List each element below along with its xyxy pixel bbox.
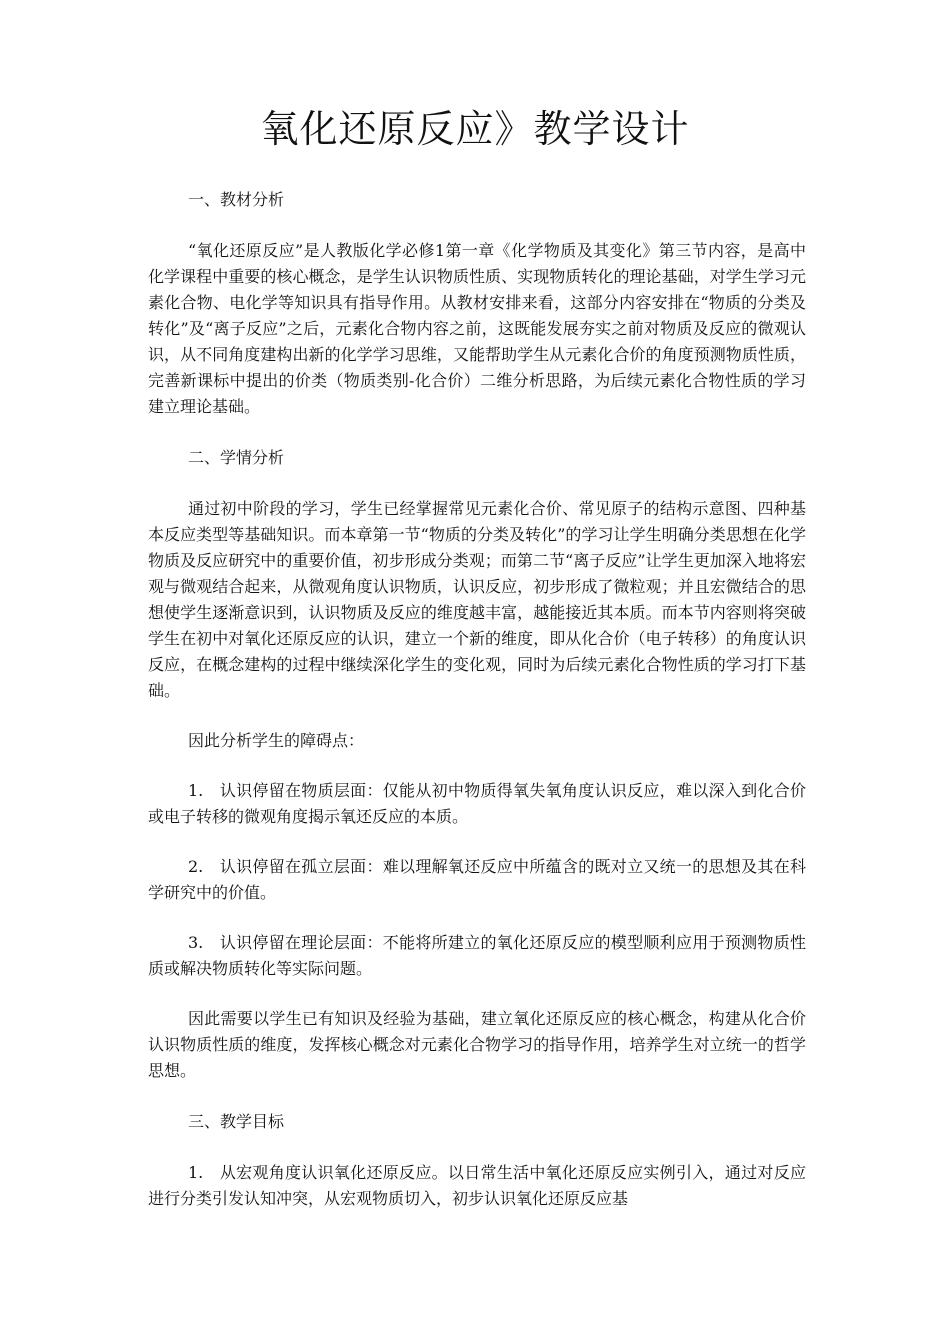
section-heading: 二、学情分析 (188, 448, 285, 467)
section-heading: 三、教学目标 (188, 1112, 285, 1131)
paragraph: “氧化还原反应”是人教版化学必修1第一章《化学物质及其变化》第三节内容，是高中化学课程中重要的核心概念，是学生认识物质性质、实现物质转化的理论基础，对学生学习元素化合物、电化学等知识具有指导作用。从教材安排来看，这部分内容安排在“物质的分类及转化”及“离子反应”之后，元素化合物内容之前，这既能发展夯实之前对物质及反应的微观认识，从不同角度建构出新的化学学习思维，又能帮助学生从元素化合价的角度预测物质性质，完善新课标中提出的价类（物质类别-化合价）二维分析思路，为后续元素化合物性质的学习建立理论基础。 (148, 241, 806, 416)
paragraph: 通过初中阶段的学习，学生已经掌握常见元素化合价、常见原子的结构示意图、四种基本反应类型等基础知识。而本章第一节“物质的分类及转化”的学习让学生明确分类思想在化学物质及反应研究中的重要价值，初步形成分类观；而第二节“离子反应”让学生更加深入地将宏观与微观结合起来，从微观角度认识物质，认识反应，初步形成了微粒观；并且宏微结合的思想使学生逐渐意识到，认识物质及反应的维度越丰富，越能接近其本质。而本节内容则将突破学生在初中对氧化还原反应的认识，建立一个新的维度，即从化合价（电子转移）的角度认识反应，在概念建构的过程中继续深化学生的变化观，同时为后续元素化合物性质的学习打下基础。 (148, 499, 806, 700)
paragraph: 因此分析学生的障碍点： (188, 731, 365, 750)
section-heading: 一、教材分析 (188, 190, 285, 209)
section-textbook-analysis (148, 186, 806, 420)
paragraph: 因此需要以学生已有知识及经验为基础，建立氧化还原反应的核心概念，构建从化合价认识物质性质的维度，发挥核心概念对元素化合物学习的指导作用，培养学生对立统一的哲学思想。 (148, 1009, 806, 1080)
section-student-analysis (148, 444, 806, 1084)
document-title: 氧化还原反应》教学设计 (260, 107, 690, 151)
list-item: 1. 从宏观角度认识氧化还原反应。以日常生活中氧化还原反应实例引入，通过对反应进行分类引发认知冲突，从宏观物质切入，初步认识氧化还原反应基 (148, 1163, 806, 1208)
list-item: 3. 认识停留在理论层面：不能将所建立的氧化还原反应的模型顺利应用于预测物质性质或解决物质转化等实际问题。 (148, 933, 806, 978)
list-item: 2. 认识停留在孤立层面：难以理解氧还反应中所蕴含的既对立又统一的思想及其在科学研究中的价值。 (148, 857, 806, 902)
document-body (148, 186, 806, 1232)
list-item: 1. 认识停留在物质层面：仅能从初中物质得氧失氧角度认识反应，难以深入到化合价或电子转移的微观角度揭示氧还反应的本质。 (148, 781, 806, 826)
section-teaching-goals (148, 1108, 806, 1212)
